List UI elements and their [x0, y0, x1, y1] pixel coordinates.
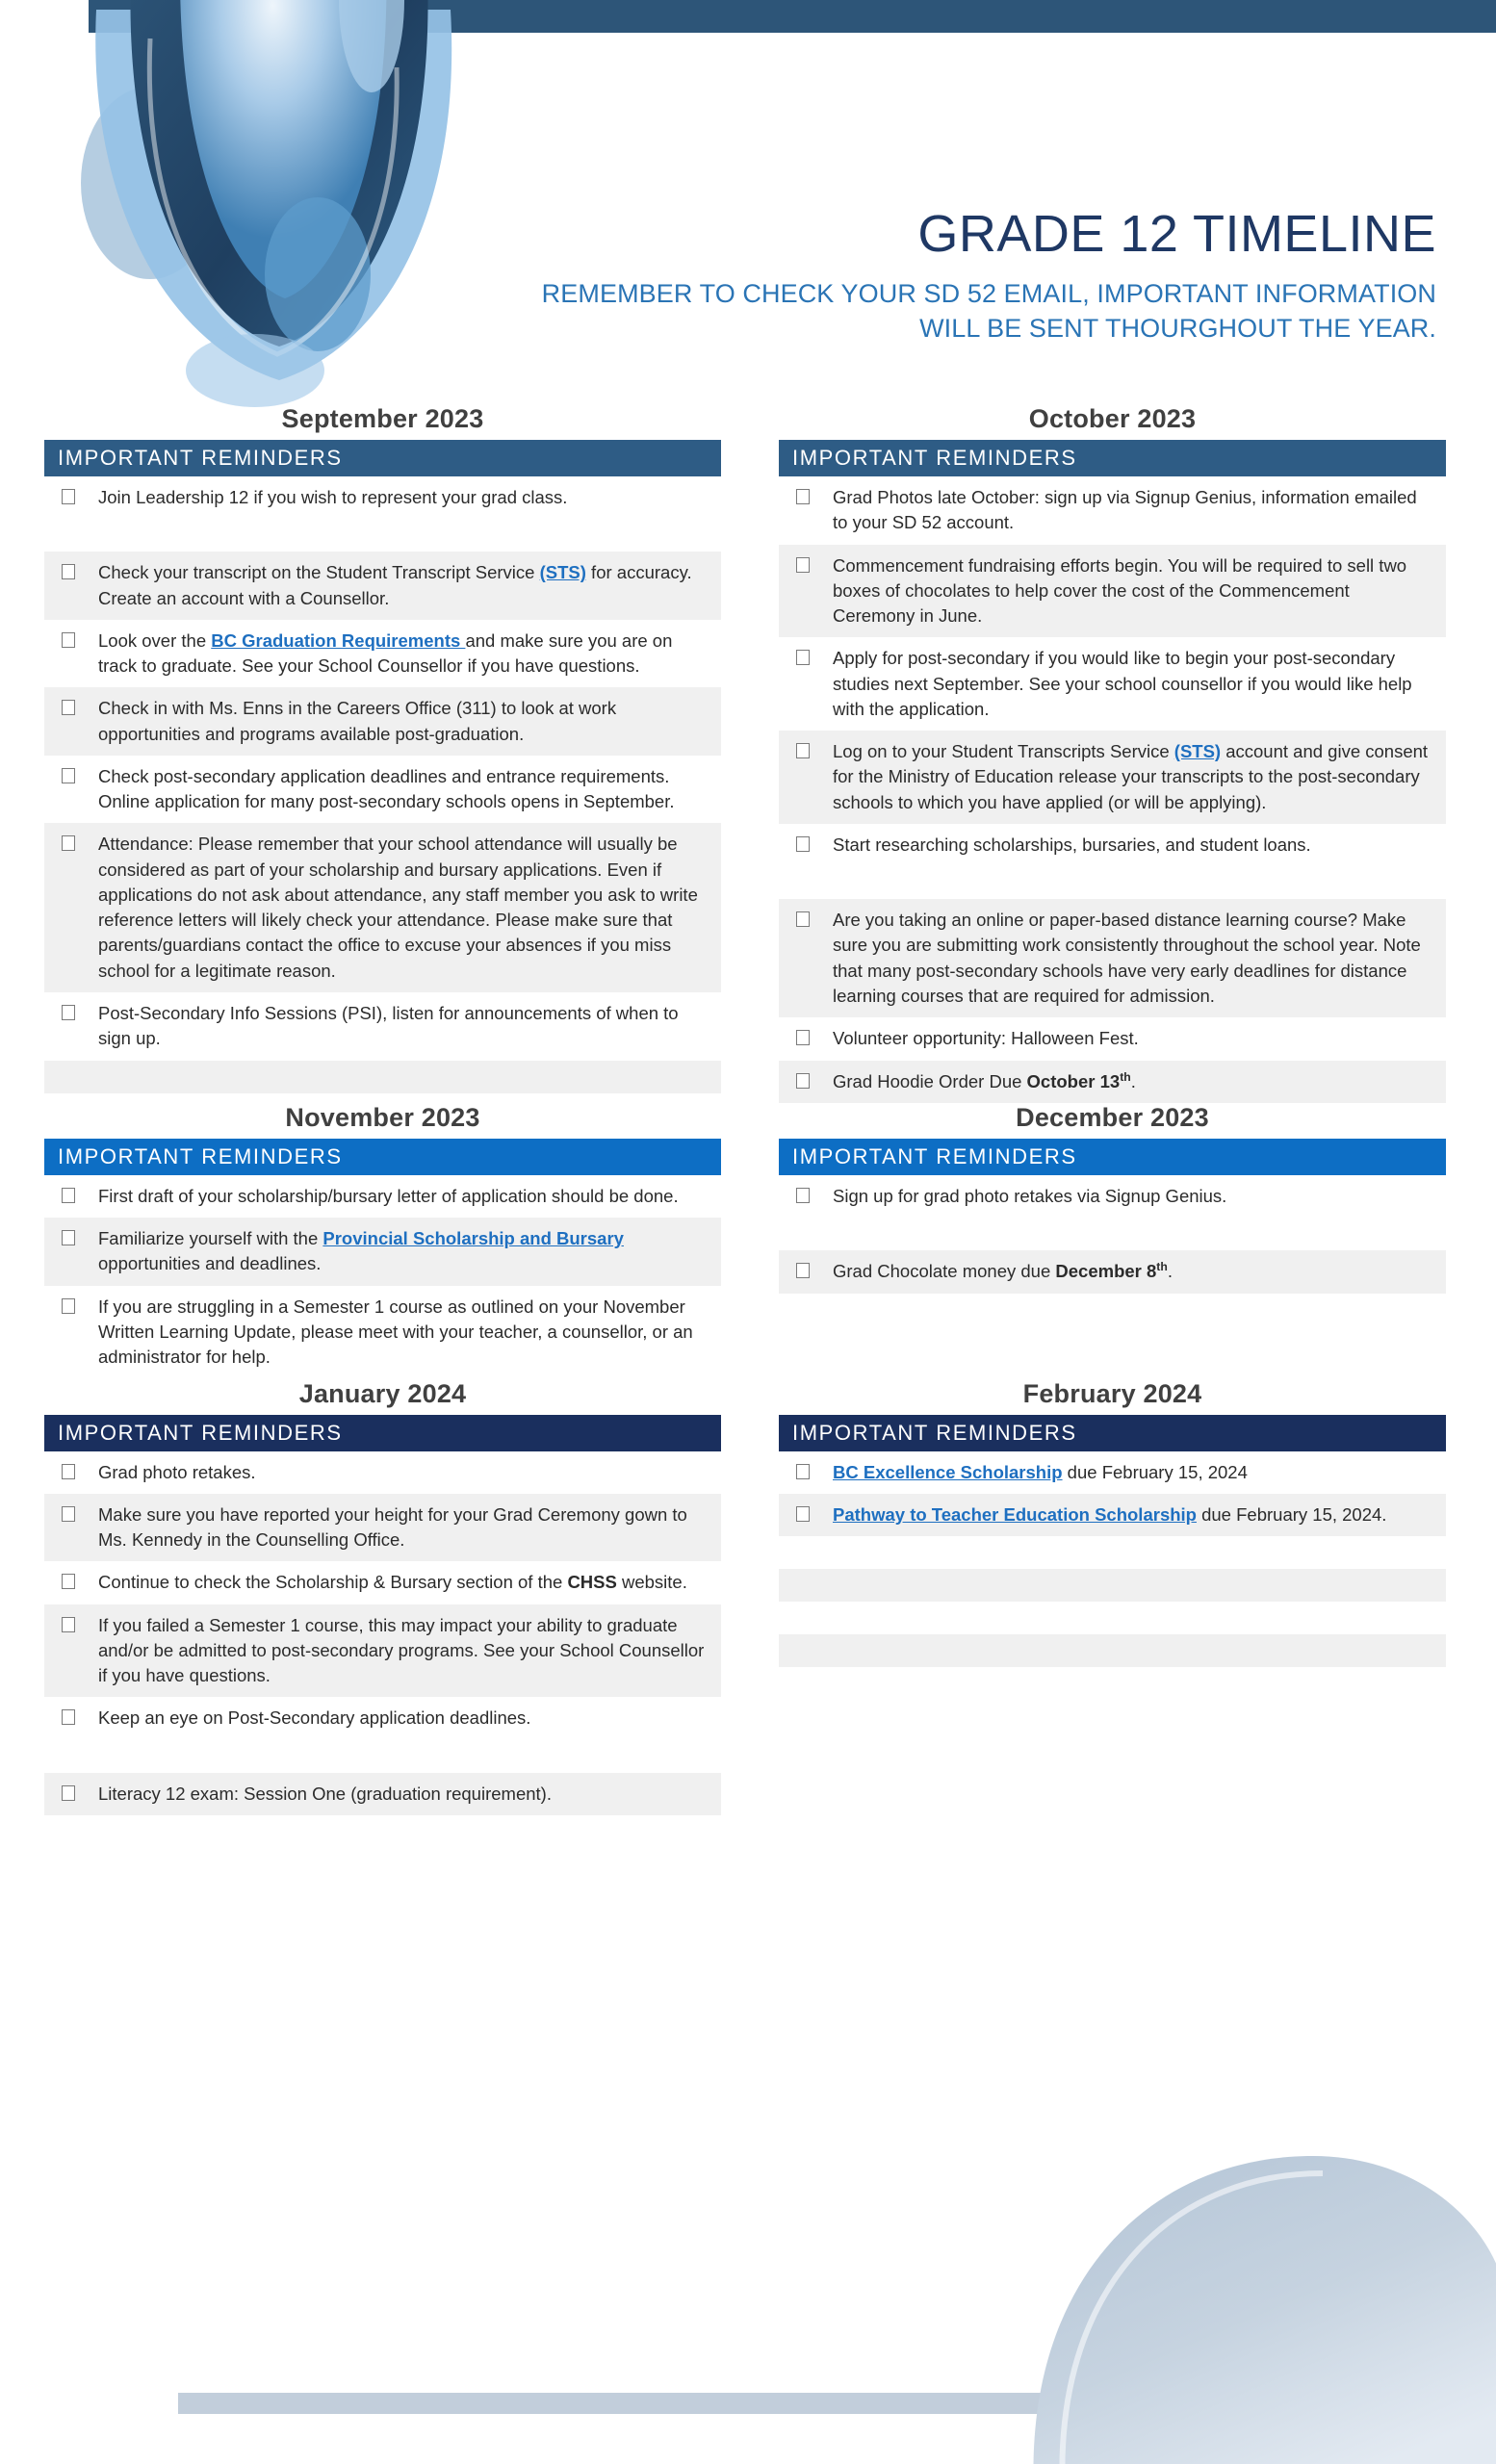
- checkbox-icon[interactable]: [62, 564, 75, 579]
- bottom-arc-graphic: [909, 2146, 1496, 2464]
- reminder-text: [833, 1502, 1436, 1527]
- important-reminders-bar: IMPORTANT REMINDERS: [44, 440, 721, 476]
- reminder-spacer: [779, 1218, 1446, 1250]
- reminder-item: [44, 1451, 721, 1494]
- reminder-item: [44, 1494, 721, 1562]
- month-title: January 2024: [298, 1378, 467, 1408]
- checkbox-icon[interactable]: [796, 1464, 810, 1479]
- reminder-item: [779, 1061, 1446, 1103]
- checkbox-icon[interactable]: [796, 557, 810, 573]
- text-run: Post-Secondary Info Sessions (PSI), listen for announcements of when to sign up.: [98, 1002, 679, 1049]
- month-title: October 2023: [1028, 404, 1197, 433]
- text-run: Check post-secondary application deadlines and entrance requirements. Online application for many post-secondary schools opens in September.: [98, 765, 675, 812]
- months-row: [0, 1103, 1496, 1379]
- reminder-text: [833, 1069, 1436, 1094]
- reminder-item: [44, 1697, 721, 1739]
- text-run: Check in with Ms. Enns in the Careers Office (311) to look at work opportunities and programs available post-graduation.: [98, 698, 617, 744]
- reminder-item: [44, 1604, 721, 1698]
- reminder-spacer: [779, 1602, 1446, 1634]
- month-title: December 2023: [1016, 1102, 1209, 1132]
- text-run: Look over the: [98, 629, 212, 651]
- checkbox-icon[interactable]: [62, 1617, 75, 1632]
- text-run: Keep an eye on Post-Secondary application deadlines.: [98, 1707, 531, 1729]
- reminder-spacer: [44, 1061, 721, 1093]
- reminder-list: [779, 1175, 1446, 1294]
- checkbox-icon[interactable]: [796, 911, 810, 927]
- reminder-item: [44, 476, 721, 519]
- reminder-text: [98, 629, 711, 680]
- text-run: Start researching scholarships, bursaries, and student loans.: [833, 834, 1311, 855]
- reminder-spacer: [779, 1536, 1446, 1569]
- page-subtitle: REMEMBER TO CHECK YOUR SD 52 EMAIL, IMPORTANT INFORMATION WILL BE SENT THOURGHOUT THE YEAR.: [541, 279, 1436, 344]
- text-run: .: [1167, 1261, 1173, 1282]
- text-run: Sign up for grad photo retakes via Signup Genius.: [833, 1185, 1227, 1206]
- reminder-item: [44, 992, 721, 1061]
- reminder-text: [833, 1026, 1436, 1051]
- text-run: .: [1130, 1070, 1136, 1091]
- reminder-text: [98, 1782, 711, 1807]
- reminder-text: [98, 485, 711, 510]
- reminder-text: [98, 560, 711, 611]
- text-run: opportunities and deadlines.: [98, 1253, 322, 1274]
- text-run: Grad Chocolate money due: [833, 1261, 1056, 1282]
- text-run: Are you taking an online or paper-based distance learning course? Make sure you are submitting work consistently throughout the school year. Note that many post-secondary schools have very early deadlines for distance learning courses that are required for admission.: [833, 910, 1421, 1006]
- reminder-text: [833, 1184, 1436, 1209]
- reminder-link[interactable]: BC Graduation Requirements: [211, 629, 466, 651]
- reminder-text: [98, 764, 711, 815]
- reminder-item: [779, 545, 1446, 638]
- checkbox-icon[interactable]: [796, 1506, 810, 1522]
- important-reminders-bar: IMPORTANT REMINDERS: [44, 1415, 721, 1451]
- reminder-item: [44, 620, 721, 688]
- reminder-item: [44, 1773, 721, 1815]
- reminder-item: [779, 1451, 1446, 1494]
- reminder-list: [44, 1451, 721, 1815]
- checkbox-icon[interactable]: [62, 1785, 75, 1801]
- reminder-item: [779, 476, 1446, 545]
- checkbox-icon[interactable]: [796, 489, 810, 504]
- important-reminders-bar: IMPORTANT REMINDERS: [779, 1139, 1446, 1175]
- checkbox-icon[interactable]: [796, 743, 810, 758]
- page-title: GRADE 12 TIMELINE: [917, 205, 1436, 263]
- title-block: [512, 207, 1436, 346]
- reminder-list: [44, 476, 721, 1093]
- text-run: account and give consent for the Ministry of Education release your transcripts to the post-secondary schools to which you have applied (or will be applying).: [833, 741, 1429, 812]
- reminder-item: [779, 637, 1446, 731]
- checkbox-icon[interactable]: [796, 1073, 810, 1089]
- reminder-text: [833, 553, 1436, 629]
- reminder-item: [44, 1286, 721, 1379]
- text-run: If you are struggling in a Semester 1 course as outlined on your November Written Learning Update, please meet with your teacher, a counsellor, or an administrator for help.: [98, 1296, 693, 1368]
- text-run: If you failed a Semester 1 course, this may impact your ability to graduate and/or be admitted to post-secondary programs. See your School Counsellor if you have questions.: [98, 1614, 705, 1686]
- reminder-text: [98, 1502, 711, 1553]
- months-grid: [0, 404, 1496, 1815]
- text-run: Join Leadership 12 if you wish to represent your grad class.: [98, 487, 568, 507]
- reminder-text: [833, 485, 1436, 536]
- ordinal-suffix: th: [1156, 1260, 1168, 1274]
- checkbox-icon[interactable]: [62, 1230, 75, 1245]
- month-column: [0, 1103, 748, 1379]
- bottom-strip: [178, 2393, 1150, 2414]
- checkbox-icon[interactable]: [62, 1188, 75, 1203]
- text-run: due February 15, 2024: [1062, 1461, 1248, 1482]
- reminder-list: [44, 1175, 721, 1379]
- reminder-link[interactable]: Pathway to Teacher Education Scholarship: [833, 1503, 1197, 1525]
- checkbox-icon[interactable]: [62, 835, 75, 851]
- reminder-item: [44, 756, 721, 824]
- reminder-text: [98, 1460, 711, 1485]
- reminder-item: [779, 1250, 1446, 1293]
- reminder-spacer: [779, 1634, 1446, 1667]
- reminder-text: [833, 739, 1436, 815]
- reminder-spacer: [44, 519, 721, 552]
- reminder-text: [833, 646, 1436, 722]
- reminder-text: [833, 908, 1436, 1009]
- reminder-spacer: [779, 866, 1446, 899]
- text-run: First draft of your scholarship/bursary letter of application should be done.: [98, 1185, 679, 1206]
- text-run: October 13: [1026, 1070, 1121, 1091]
- reminder-item: [44, 552, 721, 620]
- important-reminders-bar: IMPORTANT REMINDERS: [44, 1139, 721, 1175]
- text-run: for accuracy. Create an account with a Counsellor.: [98, 562, 692, 608]
- month-title: November 2023: [285, 1102, 480, 1132]
- reminder-text: [98, 832, 711, 984]
- reminder-list: [779, 476, 1446, 1103]
- reminder-item: [44, 823, 721, 992]
- month-column: [748, 404, 1496, 1103]
- checkbox-icon[interactable]: [796, 650, 810, 665]
- text-run: Commencement fundraising efforts begin. You will be required to sell two boxes of chocolates to help cover the cost of the Commencement Ceremony in June.: [833, 554, 1407, 627]
- reminder-link[interactable]: (STS): [1174, 741, 1222, 762]
- reminder-text: [833, 1259, 1436, 1284]
- checkbox-icon[interactable]: [62, 1464, 75, 1479]
- checkbox-icon[interactable]: [62, 768, 75, 783]
- checkbox-icon[interactable]: [62, 1506, 75, 1522]
- checkbox-icon[interactable]: [796, 1263, 810, 1278]
- reminder-text: [98, 1706, 711, 1731]
- reminder-link[interactable]: Provincial Scholarship and Bursary: [322, 1228, 624, 1249]
- reminder-item: [44, 1218, 721, 1286]
- text-run: Attendance: Please remember that your school attendance will usually be considered as part of your scholarship and bursary applications. Even if applications do not ask about attendance, any staff member you ask to write reference letters will likely check your attendance. Please make sure that parents/guardians contact the office to excuse your absences if you miss school for a legitimate reason.: [98, 834, 698, 981]
- text-run: Continue to check the Scholarship & Bursary section of the: [98, 1572, 568, 1593]
- reminder-item: [44, 1561, 721, 1604]
- text-run: Literacy 12 exam: Session One (graduation requirement).: [98, 1783, 552, 1804]
- important-reminders-bar: IMPORTANT REMINDERS: [779, 1415, 1446, 1451]
- month-column: [0, 404, 748, 1103]
- reminder-text: [98, 696, 711, 747]
- reminder-text: [98, 1570, 711, 1595]
- reminder-link[interactable]: (STS): [539, 562, 586, 583]
- text-run: Volunteer opportunity: Halloween Fest.: [833, 1028, 1139, 1049]
- reminder-text: [833, 1460, 1436, 1485]
- reminder-text: [98, 1226, 711, 1277]
- month-column: [748, 1379, 1496, 1815]
- checkbox-icon[interactable]: [62, 489, 75, 504]
- checkbox-icon[interactable]: [62, 1298, 75, 1314]
- ordinal-suffix: th: [1120, 1069, 1131, 1084]
- month-title: February 2024: [1022, 1378, 1202, 1408]
- checkbox-icon[interactable]: [62, 632, 75, 648]
- text-run: and make sure you are on track to graduate. See your School Counsellor if you have questions.: [98, 629, 673, 677]
- reminder-item: [779, 731, 1446, 824]
- reminder-item: [44, 687, 721, 756]
- reminder-text: [833, 833, 1436, 858]
- text-run: Familiarize yourself with the: [98, 1228, 323, 1249]
- month-column: [748, 1103, 1496, 1379]
- reminder-item: [779, 824, 1446, 866]
- checkbox-icon[interactable]: [62, 700, 75, 715]
- reminder-link[interactable]: BC Excellence Scholarship: [833, 1461, 1063, 1482]
- text-run: CHSS: [567, 1572, 617, 1593]
- text-run: Check your transcript on the Student Transcript Service: [98, 562, 540, 583]
- checkbox-icon[interactable]: [796, 1188, 810, 1203]
- months-row: [0, 404, 1496, 1103]
- reminder-item: [779, 1017, 1446, 1060]
- checkbox-icon[interactable]: [796, 1030, 810, 1045]
- reminder-text: [98, 1295, 711, 1371]
- reminder-text: [98, 1613, 711, 1689]
- text-run: Make sure you have reported your height for your Grad Ceremony gown to Ms. Kennedy in the Counselling Office.: [98, 1503, 687, 1551]
- checkbox-icon[interactable]: [796, 836, 810, 852]
- text-run: Grad Photos late October: sign up via Signup Genius, information emailed to your SD 52 account.: [833, 487, 1417, 533]
- text-run: Apply for post-secondary if you would like to begin your post-secondary studies next September. See your school counsellor if you would like help with the application.: [833, 648, 1412, 719]
- text-run: December 8: [1055, 1261, 1157, 1282]
- checkbox-icon[interactable]: [62, 1709, 75, 1725]
- reminder-item: [779, 1494, 1446, 1536]
- text-run: Grad Hoodie Order Due: [833, 1070, 1027, 1091]
- text-run: Log on to your Student Transcripts Service: [833, 741, 1174, 762]
- month-column: [0, 1379, 748, 1815]
- reminder-text: [98, 1001, 711, 1052]
- reminder-item: [44, 1175, 721, 1218]
- text-run: website.: [616, 1572, 687, 1593]
- months-row: [0, 1379, 1496, 1815]
- important-reminders-bar: IMPORTANT REMINDERS: [779, 440, 1446, 476]
- reminder-spacer: [779, 1569, 1446, 1602]
- reminder-item: [779, 1175, 1446, 1218]
- checkbox-icon[interactable]: [62, 1005, 75, 1020]
- text-run: due February 15, 2024.: [1196, 1503, 1387, 1525]
- reminder-list: [779, 1451, 1446, 1668]
- reminder-text: [98, 1184, 711, 1209]
- reminder-item: [779, 899, 1446, 1017]
- month-title: September 2023: [281, 404, 484, 433]
- reminder-spacer: [44, 1740, 721, 1773]
- checkbox-icon[interactable]: [62, 1574, 75, 1589]
- text-run: Grad photo retakes.: [98, 1461, 256, 1482]
